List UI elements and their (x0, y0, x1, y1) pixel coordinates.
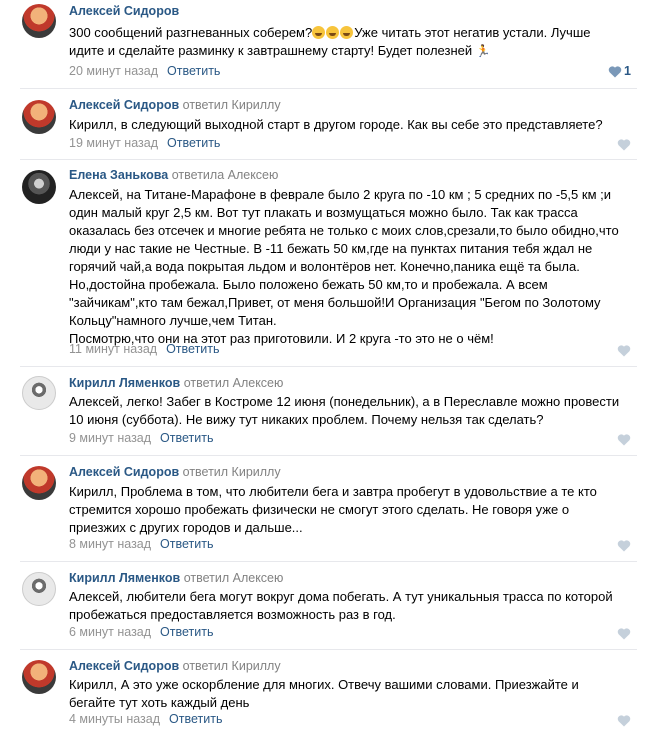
comment-header (69, 376, 283, 391)
reply-target[interactable]: ответил Кириллу (182, 465, 281, 479)
reply-link[interactable]: Ответить (166, 342, 220, 356)
avatar[interactable] (22, 572, 56, 606)
text-line: люди у нас такие не Честные. В -11 бежать 50 км,где на пунктах питания тебя ждал не (69, 241, 593, 256)
comment-header (69, 168, 278, 183)
rofl-emoji-icon (340, 26, 353, 39)
text-line: пробежаться предоставляется возможность раз в год. (69, 607, 396, 622)
comment-meta (69, 431, 213, 446)
rofl-emoji-icon (326, 26, 339, 39)
reply-link[interactable]: Ответить (169, 712, 223, 726)
text-line: Но,достойна пробежала. Было положено бежать 50 км,то и пробежала. А всем (69, 277, 548, 292)
text-line: горячий чай,а вода покрытая льдом и волонтёров нет. Конечно,паника ещё та была. (69, 259, 580, 274)
reply-target[interactable]: ответила Алексею (171, 168, 279, 182)
comment-meta (69, 342, 220, 357)
comment-meta (69, 537, 213, 552)
avatar[interactable] (22, 660, 56, 694)
text-line: Кирилл, А это уже оскорбление для многих. Отвечу вашими словами. Приезжайте и (69, 677, 579, 692)
reply-link[interactable]: Ответить (167, 136, 221, 150)
comment-meta (69, 712, 222, 727)
comment-text (69, 588, 629, 624)
comment-header (69, 571, 283, 586)
text-line: оказалась без отсечек и многие ребята не только с моих слов,срезали,то было обидно,что (69, 223, 619, 238)
text-line: Алексей, на Титане-Марафоне в феврале было 2 круга по -10 км ; 5 средних по -5,5 км ;и (69, 187, 611, 202)
avatar[interactable] (22, 170, 56, 204)
avatar[interactable] (22, 100, 56, 134)
reply-link[interactable]: Ответить (167, 64, 221, 78)
separator (20, 561, 637, 562)
avatar[interactable] (22, 4, 56, 38)
text-line: идите и сделайте разминку к завтрашнему старту! Будет полезней (69, 43, 473, 58)
author-link[interactable]: Алексей Сидоров (69, 98, 180, 112)
text-line: Кирилл, в следующий выходной старт в другом городе. Как вы себе это представляете? (69, 117, 603, 132)
author-link[interactable]: Елена Занькова (69, 168, 169, 182)
author-link[interactable]: Кирилл Ляменков (69, 376, 181, 390)
author-link[interactable]: Алексей Сидоров (69, 4, 180, 18)
like-icon[interactable] (617, 714, 631, 727)
comment-meta (69, 136, 220, 151)
like-icon[interactable] (617, 138, 631, 151)
comment-text (69, 676, 629, 712)
text-line: 300 сообщений разгневанных соберем? (69, 25, 313, 40)
reply-target[interactable]: ответил Кириллу (182, 659, 281, 673)
comment-header (69, 659, 281, 674)
reply-target[interactable]: ответил Кириллу (182, 98, 281, 112)
text-line: Посмотрю,что они на этот раз приготовили. И 2 круга -то это не о чём! (69, 331, 494, 346)
text-line: 10 июня (суббота). Не вижу тут никаких проблем. Почему нельзя так сделать? (69, 412, 544, 427)
author-link[interactable]: Алексей Сидоров (69, 659, 180, 673)
comment-text (69, 186, 629, 348)
like-icon[interactable] (617, 539, 631, 552)
comment-header (69, 4, 179, 19)
like-icon[interactable] (608, 65, 622, 78)
timestamp[interactable]: 6 минут назад (69, 625, 152, 639)
text-line: Алексей, любители бега могут вокруг дома побегать. А тут уникальныя трасса по которой (69, 589, 613, 604)
text-line: Уже читать этот негатив устали. Лучше (354, 25, 591, 40)
reply-link[interactable]: Ответить (160, 625, 214, 639)
comment-header (69, 98, 281, 113)
text-line: один малый круг 2,5 км. Вот тут плакать и возмущаться можно было. Так как трасса (69, 205, 578, 220)
runner-emoji-icon: 🏃 (475, 44, 491, 58)
comment-text (69, 24, 629, 60)
like-icon[interactable] (617, 344, 631, 357)
text-line: Алексей, легко! Забег в Костроме 12 июня (понедельник), а в Переславле можно провести (69, 394, 620, 409)
text-line: приезжих с других городов и дальше... (69, 520, 303, 535)
separator (20, 88, 637, 89)
separator (20, 366, 637, 367)
comment-text (69, 116, 629, 134)
comment-text (69, 483, 629, 537)
text-line: Кирилл, Проблема в том, что любители бега и завтра пробегут в удовольствие а те кто (69, 484, 597, 499)
avatar[interactable] (22, 376, 56, 410)
text-line: "зайчикам",кто там бежал,Привет, от меня большой!И Организация "Бегом по Золотому (69, 295, 601, 310)
like-icon[interactable] (617, 433, 631, 446)
comment-text (69, 393, 629, 429)
like-count[interactable]: 1 (624, 64, 631, 78)
author-link[interactable]: Алексей Сидоров (69, 465, 180, 479)
reply-target[interactable]: ответил Алексею (183, 376, 284, 390)
comment-meta (69, 625, 213, 640)
like-icon[interactable] (617, 627, 631, 640)
separator (20, 649, 637, 650)
timestamp[interactable]: 19 минут назад (69, 136, 158, 150)
author-link[interactable]: Кирилл Ляменков (69, 571, 181, 585)
reply-link[interactable]: Ответить (160, 431, 214, 445)
text-line: стремится хорошо пробежать физически не смогут этого сделать. Не говоря уже о (69, 502, 570, 517)
separator (20, 455, 637, 456)
comment-header (69, 465, 281, 480)
timestamp[interactable]: 11 минут назад (69, 342, 158, 356)
text-line: Кольцу"намного лучше,чем Титан. (69, 313, 277, 328)
text-line: бегайте тут хоть каждый день (69, 695, 250, 710)
comment-meta (69, 64, 220, 79)
timestamp[interactable]: 4 минуты назад (69, 712, 161, 726)
timestamp[interactable]: 20 минут назад (69, 64, 158, 78)
reply-link[interactable]: Ответить (160, 537, 214, 551)
reply-target[interactable]: ответил Алексею (183, 571, 284, 585)
timestamp[interactable]: 8 минут назад (69, 537, 152, 551)
avatar[interactable] (22, 466, 56, 500)
rofl-emoji-icon (312, 26, 325, 39)
separator (20, 159, 637, 160)
timestamp[interactable]: 9 минут назад (69, 431, 152, 445)
